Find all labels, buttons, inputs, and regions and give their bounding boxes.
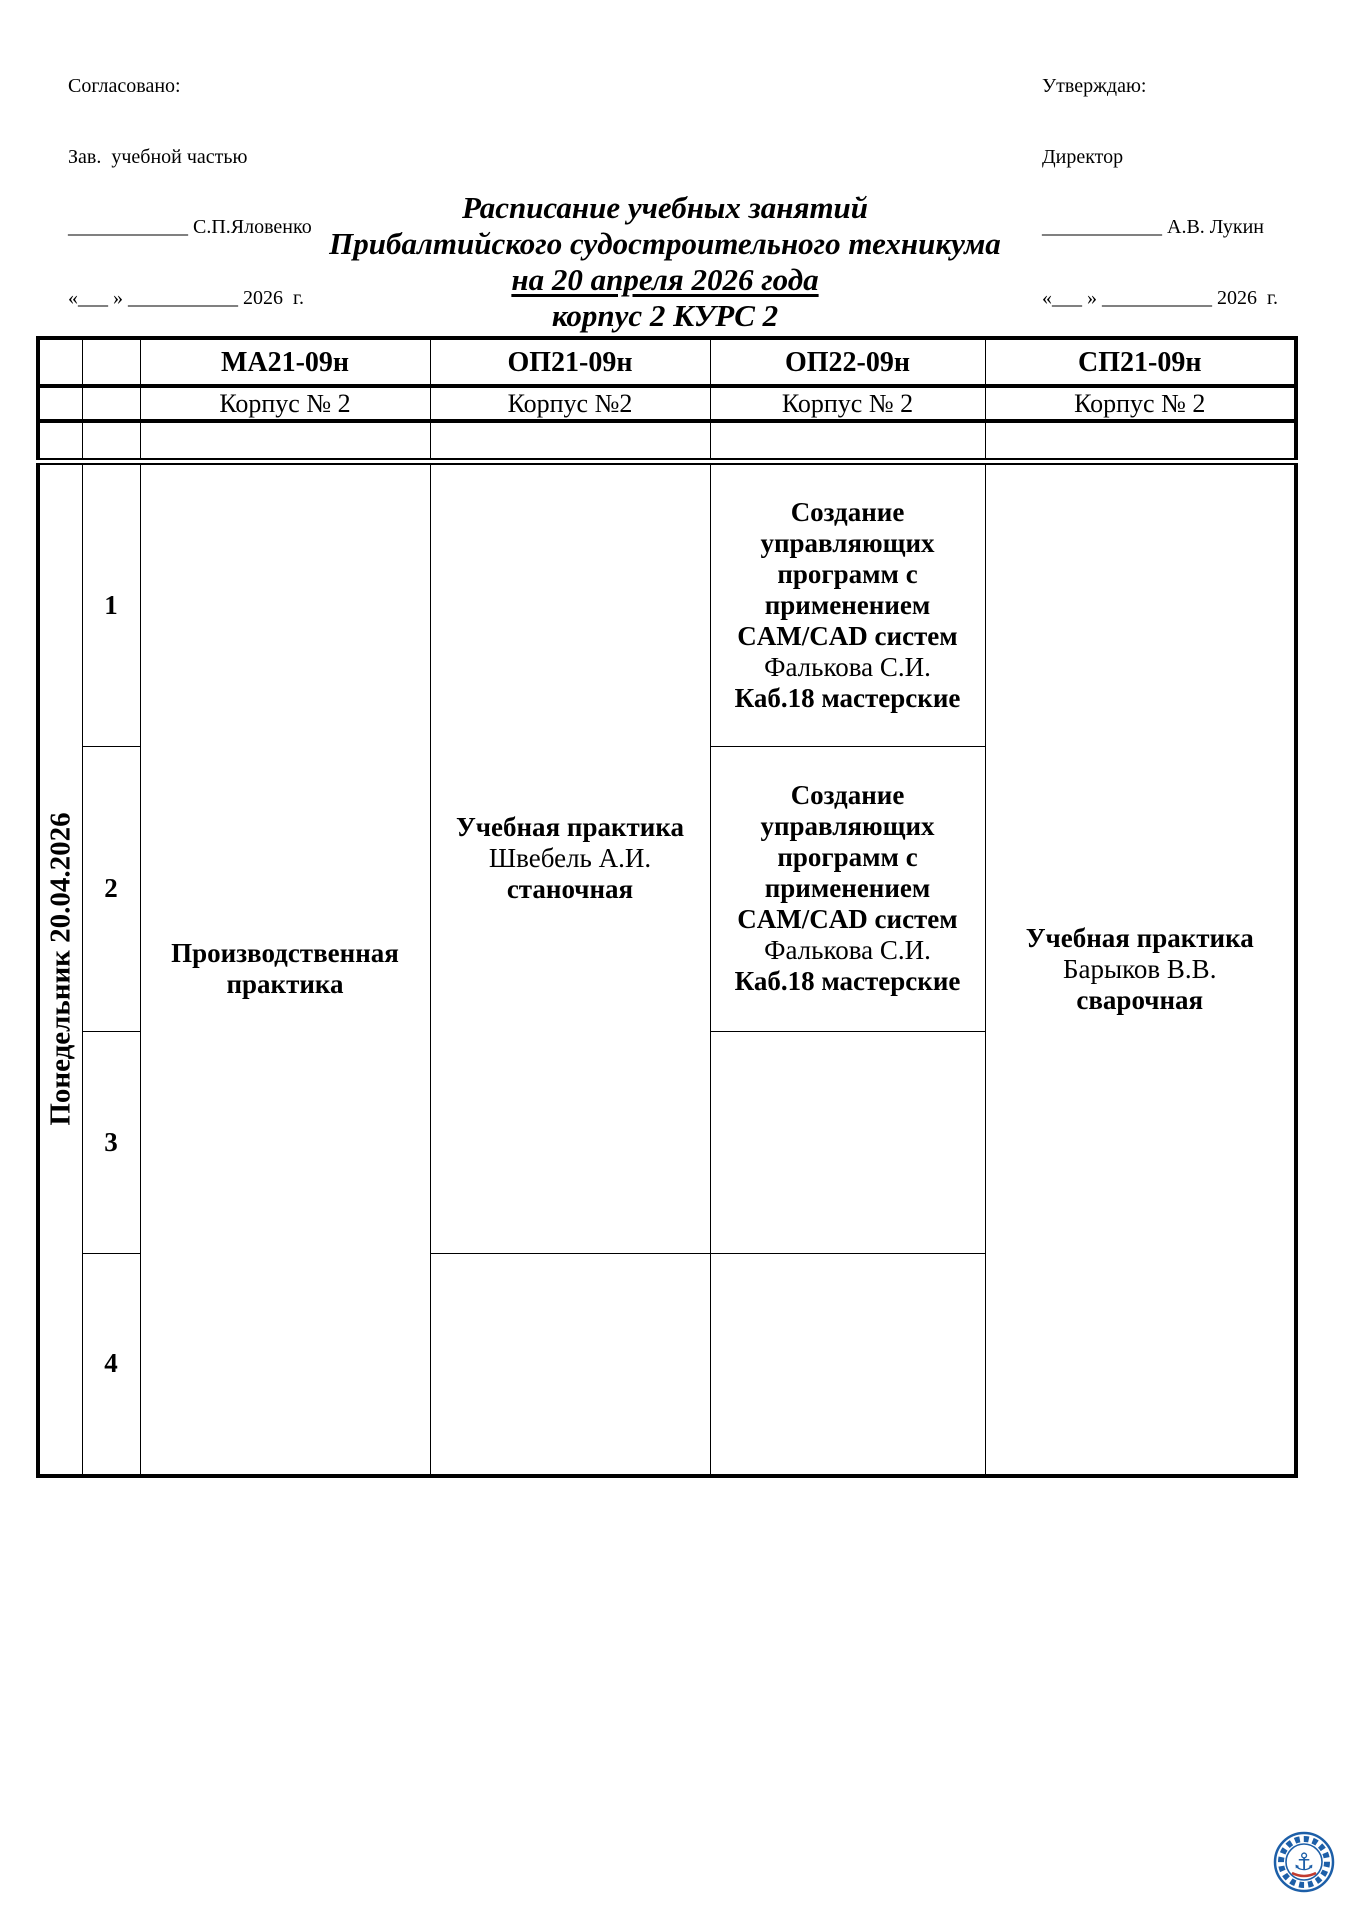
cell-op22-lesson-3-empty (710, 1031, 985, 1253)
group-header-ma21: МА21-09н (140, 338, 430, 386)
lesson-row-1 (38, 461, 1296, 746)
note-label: сварочная (1076, 984, 1204, 1015)
group-header-op21: ОП21-09н (430, 338, 710, 386)
svg-text:⚓: ⚓ (1293, 1848, 1315, 1876)
corner-lesson-cell (82, 338, 140, 386)
title-date-line: на 20 апреля 2026 года (511, 262, 819, 297)
cell-sp21-all-lessons (985, 461, 1296, 1476)
teacher-label: Швебель А.И. (488, 843, 652, 873)
note-label: станочная (506, 874, 634, 904)
approved-date-line: «___ » ___________ 2026 г. (1042, 286, 1278, 309)
approved-signature-line: ____________ А.В. Лукин (1042, 216, 1264, 238)
agreed-signature-line: ____________ С.П.Яловенко (68, 216, 312, 238)
day-cell (38, 461, 82, 1476)
subject-label: Производственная практика (171, 938, 399, 1000)
note-label: Каб.18 мастерские (734, 682, 961, 713)
subject-label: Учебная практика (1025, 922, 1254, 953)
teacher-label: Фалькова С.И. (764, 651, 931, 682)
building-op22: Корпус № 2 (710, 386, 985, 421)
title-line-1: Расписание учебных занятий (461, 190, 869, 225)
subject-label: Создание управляющих программ с применением CAM/CAD систем (737, 780, 958, 934)
cell-ma21-all-lessons (140, 461, 430, 1476)
group-header-row (38, 338, 1296, 386)
cell-op21-lesson-4-empty (430, 1253, 710, 1476)
cell-op22-lesson-4-empty (710, 1253, 985, 1476)
lesson-number-1: 1 (82, 461, 140, 746)
document-title (36, 190, 1294, 334)
cell-op22-lesson-2 (710, 746, 985, 1031)
title-line-2: Прибалтийского судостроительного техникума (329, 226, 1001, 261)
building-row (38, 386, 1296, 421)
spacer-row (38, 421, 1296, 461)
approved-position: Директор (1042, 145, 1124, 168)
cell-op21-lessons-1-3 (430, 461, 710, 1253)
corner-day-cell (38, 338, 82, 386)
lesson-number-2: 2 (82, 746, 140, 1031)
shipyard-emblem-icon (1272, 1830, 1336, 1894)
note-label: Каб.18 мастерские (734, 966, 961, 996)
subject-label: Учебная практика (455, 812, 685, 842)
building-ma21: Корпус № 2 (140, 386, 430, 421)
lesson-number-4: 4 (82, 1253, 140, 1476)
schedule-table (36, 336, 1298, 1478)
teacher-label: Барыков В.В. (1063, 953, 1217, 984)
building-sp21: Корпус № 2 (985, 386, 1296, 421)
approved-label: Утверждаю: (1042, 75, 1147, 97)
agreed-label: Согласовано: (68, 75, 181, 97)
cell-op22-lesson-1 (710, 461, 985, 746)
title-course-line: корпус 2 КУРС 2 (551, 298, 779, 333)
lesson-number-3: 3 (82, 1031, 140, 1253)
group-header-op22: ОП22-09н (710, 338, 985, 386)
building-op21: Корпус №2 (430, 386, 710, 421)
day-label: Понедельник 20.04.2026 (44, 812, 77, 1126)
agreed-position: Зав. учебной частью (68, 145, 248, 168)
agreed-date-line: «___ » ___________ 2026 г. (68, 286, 304, 309)
subject-label: Создание управляющих программ с применением CAM/CAD систем (737, 496, 958, 651)
teacher-label: Фалькова С.И. (764, 935, 931, 965)
group-header-sp21: СП21-09н (985, 338, 1296, 386)
